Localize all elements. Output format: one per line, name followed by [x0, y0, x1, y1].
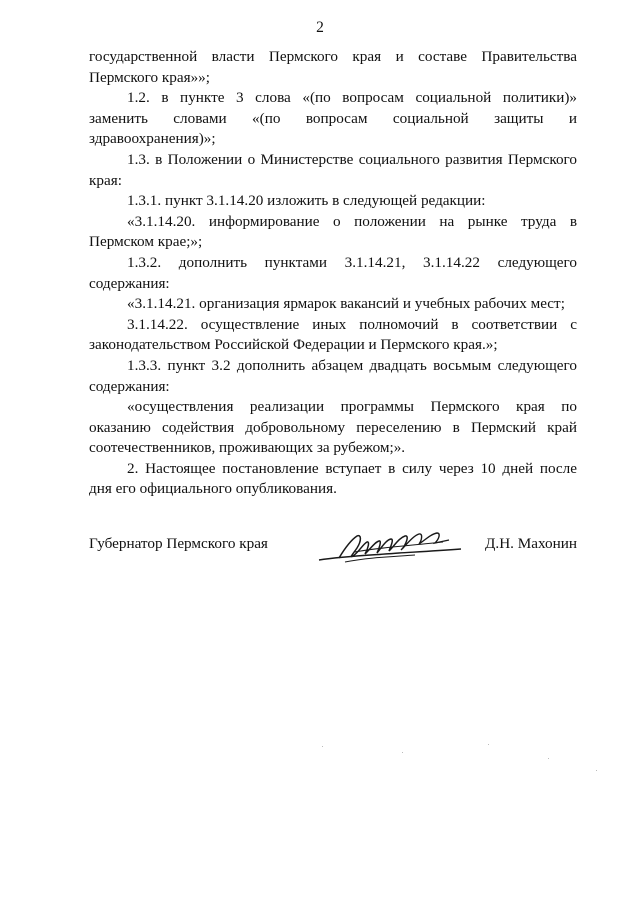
paragraph: 1.3.3. пункт 3.2 дополнить абзацем двадцать восьмым следующего содержания: [89, 356, 577, 395]
paragraph: 1.3. в Положении о Министерстве социального развития Пермского края: [89, 150, 577, 189]
paragraph: 2. Настоящее постановление вступает в силу через 10 дней после дня его официального опубликования. [89, 459, 577, 498]
paragraph: «осуществления реализации программы Пермского края по оказанию содействия добровольному переселению в Пермский край соотечественников, проживающих за рубежом;». [89, 398, 577, 457]
paragraph: 3.1.14.22. осуществление иных полномочий в соответствии с законодательством Российской Федерации и Пермского края.»; [89, 315, 577, 354]
paragraph: 1.2. в пункте 3 слова «(по вопросам социальной политики)» заменить словами «(по вопросам социальной защиты и здравоохранения)»; [89, 89, 577, 148]
handwritten-signature [315, 522, 465, 568]
signer-name: Д.Н. Махонин [485, 535, 577, 552]
scan-specks [310, 740, 610, 780]
document-body [89, 47, 577, 500]
signer-title: Губернатор Пермского края [89, 535, 268, 552]
page-number: 2 [316, 19, 324, 36]
paragraph: «3.1.14.21. организация ярмарок вакансий и учебных рабочих мест; [127, 295, 565, 313]
paragraph: 1.3.2. дополнить пунктами 3.1.14.21, 3.1.14.22 следующего содержания: [89, 253, 577, 292]
signature-block [89, 522, 577, 572]
paragraph: государственной власти Пермского края и составе Правительства Пермского края»»; [89, 48, 577, 86]
paragraph: «3.1.14.20. информирование о положении на рынке труда в Пермском крае;»; [89, 212, 577, 251]
paragraph: 1.3.1. пункт 3.1.14.20 изложить в следующей редакции: [127, 192, 486, 210]
